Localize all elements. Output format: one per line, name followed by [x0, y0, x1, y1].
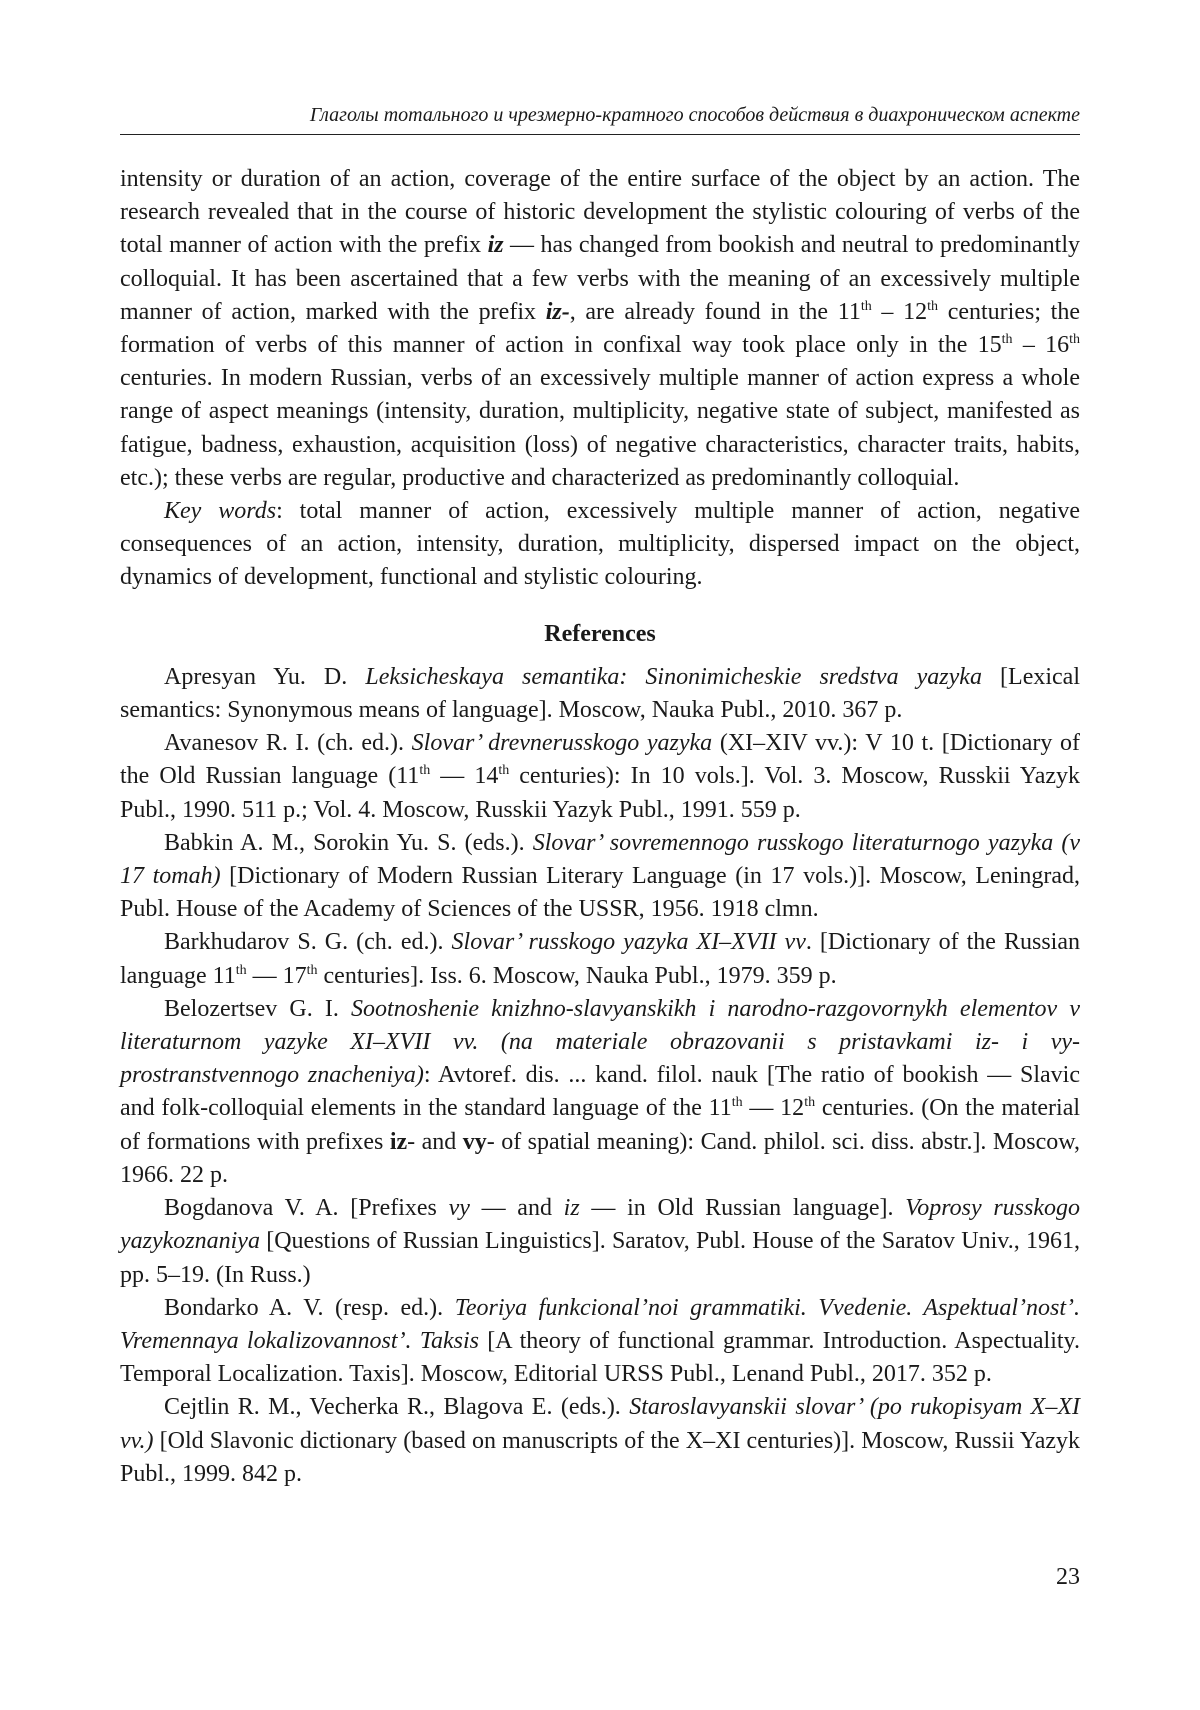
ordinal-suffix: th [235, 962, 247, 978]
reference-title: Voprosy russkogo yazykoznaniya [120, 1195, 1081, 1255]
ordinal-suffix: th [419, 763, 431, 779]
reference-title: Slovar’ russkogo yazyka XI–XVII vv [451, 929, 806, 956]
reference-title: Staroslavyanskii slovar’ (po rukopisyam X–XI vv.) [120, 1394, 1080, 1454]
abstract-paragraph [120, 163, 1080, 495]
reference-details: (XI–XIV vv.): V 10 t. [Dictionary of the Old Russian language (11 [120, 730, 1081, 790]
reference-author: Avanesov R. I. (ch. ed.). [164, 730, 412, 757]
abstract-text: intensity or duration of an action, coverage of the entire surface of the object by an action. The research revealed that in the course of historic development the stylistic colouring of verbs of the total manner of action with the prefix [120, 166, 1080, 259]
reference-title: Slovar’ drevnerusskogo yazyka [411, 730, 713, 757]
ordinal-suffix: th [804, 1095, 816, 1111]
references-heading: References [544, 620, 656, 647]
page-number: 23 [1056, 1564, 1080, 1590]
reference-details: [Dictionary of Modern Russian Literary Language (in 17 vols.)]. Moscow, Leningrad, Publ. House of the Academy of Sciences of the USSR, 1956. 1918 clmn. [120, 863, 1080, 923]
abstract-text: — has changed from bookish and neutral to predominantly colloquial. It has been ascertained that a few verbs with the meaning of an excessively multiple manner of action, marked with the prefix [120, 232, 1081, 325]
reference-details: [A theory of functional grammar. Introduction. Aspectuality. Temporal Localization. Taxis]. Moscow, Editorial URSS Publ., Lenand Publ., 2017. 352 p. [120, 1327, 1080, 1388]
reference-author: Bondarko A. V. (resp. ed.). [164, 1294, 455, 1321]
reference-details: — and [469, 1195, 564, 1222]
reference-details: centuries): In 10 vols.]. Vol. 3. Moscow, Russkii Yazyk Publ., 1990. 511 p.; Vol. 4. Moscow, Russkii Yazyk Publ., 1991. 559 p. [120, 763, 1080, 823]
abstract-text: , are already found in the 11 [569, 298, 861, 325]
reference-details: - of spatial meaning): Cand. philol. sci. diss. abstr.]. Moscow, 1966. 22 p. [120, 1128, 1081, 1188]
abstract-text: – 16 [1012, 332, 1070, 359]
abstract-text: centuries; the formation of verbs of this manner of action in confixal way took place only in the 15 [120, 298, 1080, 359]
prefix-iz: iz- [545, 298, 570, 325]
reference-details: [Old Slavonic dictionary (based on manuscripts of the X–XI centuries)]. Moscow, Russii Yazyk Publ., 1999. 842 p. [120, 1427, 1080, 1487]
keywords-paragraph [120, 495, 1080, 595]
reference-details: — 12 [742, 1095, 805, 1122]
ordinal-suffix: th [498, 763, 510, 779]
reference-item [120, 1292, 1080, 1392]
ordinal-suffix: th [1069, 332, 1081, 348]
reference-author: Cejtlin R. M., Vecherka R., Blagova E. (eds.). [164, 1394, 630, 1421]
abstract-text: – 12 [871, 298, 928, 325]
reference-title: Leksicheskaya semantika: Sinonimicheskie sredstva yazyka [365, 663, 982, 690]
abstract-text: centuries. In modern Russian, verbs of an excessively multiple manner of action express a whole range of aspect meanings (intensity, duration, multiplicity, negative state of subject, manifested as fatigue, badness, exhaustion, acquisition (loss) of negative characteristics, character traits, habits, etc.); these verbs are regular, productive and characterized as predominantly colloquial. [120, 365, 1080, 491]
reference-details: : Avtoref. dis. ... kand. filol. nauk [The ratio of bookish — Slavic and folk-colloquial elements in the standard language of the 11 [120, 1062, 1081, 1122]
reference-item [120, 727, 1080, 827]
prefix-italic: vy [448, 1195, 470, 1222]
header-rule [120, 134, 1080, 135]
reference-author: Barkhudarov S. G. (ch. ed.). [164, 929, 452, 956]
reference-title: Sootnoshenie knizhno-slavyanskikh i narodno-razgovornykh elementov v literaturnom yazyke XI–XVII vv. (na materiale obrazovanii s pristavkami iz- i vy- prostranstvennogo znacheniya) [120, 995, 1080, 1089]
reference-details: . [Dictionary of the Russian language 11 [120, 929, 1081, 989]
reference-item [120, 661, 1080, 727]
reference-author: Bogdanova V. A. [Prefixes [164, 1195, 449, 1222]
prefix-iz: iz [487, 232, 504, 259]
reference-details: — 17 [246, 962, 307, 989]
article-body [120, 163, 1080, 1491]
reference-details: [Lexical semantics: Synonymous means of language]. Moscow, Nauka Publ., 2010. 367 p. [120, 663, 1080, 724]
prefix-bold: iz [389, 1128, 408, 1155]
prefix-bold: vy [462, 1128, 487, 1155]
reference-item [120, 993, 1080, 1192]
keywords-label: Key words [164, 498, 277, 525]
reference-item [120, 827, 1080, 927]
reference-author: Apresyan Yu. D. [164, 663, 366, 690]
reference-details: — 14 [430, 763, 499, 790]
keywords-text: : total manner of action, excessively multiple manner of action, negative consequences of an action, intensity, duration, multiplicity, dispersed impact on the object, dynamics of development, functional and stylistic colouring. [120, 498, 1080, 591]
ordinal-suffix: th [927, 298, 938, 314]
ordinal-suffix: th [731, 1095, 743, 1111]
reference-details: centuries. (On the material of formations with prefixes [120, 1095, 1081, 1155]
reference-item [120, 1192, 1080, 1292]
reference-title: Teoriya funkcional’noi grammatiki. Vvedenie. Aspektual’nost’. Vremennaya lokalizovannost’. Taksis [120, 1294, 1080, 1354]
prefix-italic: iz [563, 1195, 580, 1222]
reference-author: Babkin A. M., Sorokin Yu. S. (eds.). [164, 829, 533, 856]
reference-details: - and [407, 1128, 463, 1155]
running-header: Глаголы тотального и чрезмерно-кратного способов действия в диахроническом аспекте [309, 104, 1080, 126]
reference-details: [Questions of Russian Linguistics]. Saratov, Publ. House of the Saratov Univ., 1961, pp. 5–19. (In Russ.) [120, 1228, 1080, 1288]
ordinal-suffix: th [1001, 332, 1013, 348]
reference-item [120, 1391, 1080, 1491]
reference-author: Belozertsev G. I. [164, 995, 352, 1022]
ordinal-suffix: th [306, 962, 318, 978]
ordinal-suffix: th [860, 298, 872, 314]
reference-details: — in Old Russian language]. [579, 1195, 906, 1222]
reference-details: centuries]. Iss. 6. Moscow, Nauka Publ., 1979. 359 p. [317, 962, 837, 989]
reference-item [120, 926, 1080, 992]
reference-title: Slovar’ sovremennogo russkogo literaturnogo yazyka (v 17 tomah) [120, 829, 1081, 890]
